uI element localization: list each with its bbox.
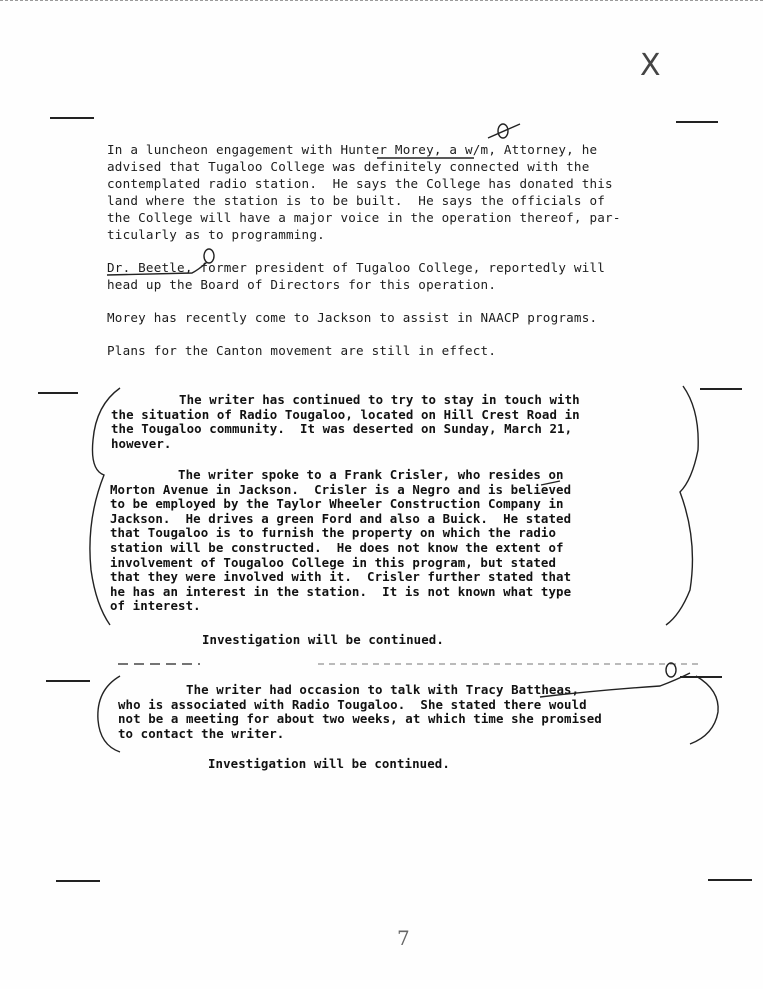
paragraph-board-of-directors: Dr. Beetle, former president of Tugaloo College, reportedly will head up the Board of Directors for this operation.: [107, 260, 606, 292]
paragraph-tracy-battheas: The writer had occasion to talk with Tracy Battheas, who is associated with Radio Tougaloo. She stated there would not be a meeting for about two weeks, at which time she promised to contact the writer.: [118, 682, 602, 741]
investigation-continued-1: Investigation will be continued.: [202, 632, 444, 647]
page-number: 7: [397, 926, 410, 950]
investigation-continued-2: Investigation will be continued.: [208, 756, 450, 771]
corner-x-mark: X: [640, 48, 661, 83]
paragraph-radio-tougaloo: The writer has continued to try to stay in touch with the situation of Radio Tougaloo, located on Hill Crest Road in the Tougaloo community. It was deserted on Sunday, March 21, however.: [111, 392, 580, 451]
paragraph-morey-naacp: Morey has recently come to Jackson to assist in NAACP programs.: [107, 310, 598, 325]
paragraph-frank-crisler: The writer spoke to a Frank Crisler, who resides on Morton Avenue in Jackson. Crisler is a Negro and is believed to be employed by the Taylor Wheeler Construction Company in Jackson. He drives a green Ford and also a Buick. He stated that Tougaloo is to furnish the property on which the radio station will be constructed. He does not know the extent of involvement of Tougaloo College in this program, but stated that they were involved with it. Crisler further stated that he has an interest in the station. It is not known what type of interest.: [110, 467, 572, 614]
paragraph-morey-luncheon: In a luncheon engagement with Hunter Morey, a w/m, Attorney, he advised that Tugaloo College was definitely connected with the contemplated radio station. He says the College has donated this land where the station is to be built. He says the officials of the College will have a major voice in the operation thereof, par- ticularly as to programming.: [107, 142, 621, 242]
paragraph-canton-movement: Plans for the Canton movement are still in effect.: [107, 343, 497, 358]
